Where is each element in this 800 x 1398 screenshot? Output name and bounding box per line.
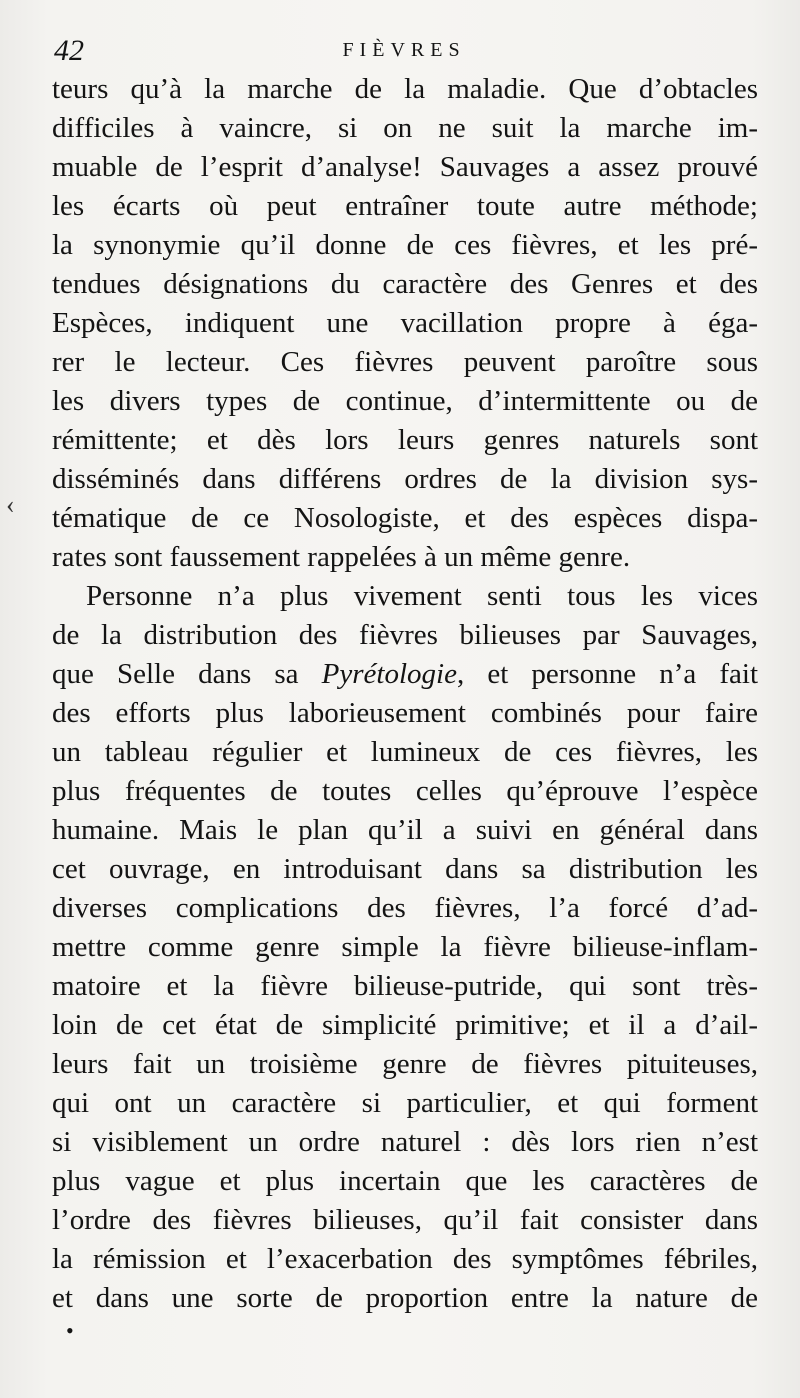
- text-line: rémittente; et dès lors leurs genres naturels sont: [52, 424, 758, 456]
- text-line-with-italic: [52, 655, 758, 694]
- text-line: difficiles à vaincre, si on ne suit la marche im-: [52, 112, 758, 144]
- margin-mark: ‹: [6, 490, 15, 519]
- text-line: un tableau régulier et lumineux de ces fièvres, les: [52, 736, 758, 768]
- page-number: 42: [54, 34, 84, 67]
- text-line: qui ont un caractère si particulier, et qui forment: [52, 1087, 758, 1119]
- text-line: mettre comme genre simple la fièvre bilieuse-inflam-: [52, 931, 758, 963]
- paragraph-end-line: rates sont faussement rappelées à un même genre.: [52, 541, 631, 573]
- text-line: cet ouvrage, en introduisant dans sa distribution les: [52, 853, 758, 885]
- text-line: muable de l’esprit d’analyse! Sauvages a assez prouvé: [52, 151, 758, 183]
- paragraph-start-line: Personne n’a plus vivement senti tous les vices: [86, 580, 758, 612]
- body-text: [52, 70, 758, 1318]
- text-fragment: , et personne n’a fait: [456, 658, 758, 690]
- text-line: si visiblement un ordre naturel : dès lors rien n’est: [52, 1126, 758, 1158]
- running-title: FIÈVRES: [342, 39, 466, 61]
- text-line: leurs fait un troisième genre de fièvres pituiteuses,: [52, 1048, 758, 1080]
- text-line: les divers types de continue, d’intermittente ou de: [52, 385, 758, 417]
- text-line: la synonymie qu’il donne de ces fièvres, et les pré-: [52, 229, 758, 261]
- text-line: et dans une sorte de proportion entre la nature de: [52, 1282, 758, 1314]
- text-line: teurs qu’à la marche de la maladie. Que d’obtacles: [52, 73, 758, 105]
- ink-speck: •: [66, 1318, 74, 1343]
- page-header: [48, 30, 760, 72]
- text-line: les écarts où peut entraîner toute autre méthode;: [52, 190, 758, 222]
- text-line: plus vague et plus incertain que les caractères de: [52, 1165, 758, 1197]
- text-line: la rémission et l’exacerbation des symptômes fébriles,: [52, 1243, 758, 1275]
- text-line: de la distribution des fièvres bilieuses par Sauvages,: [52, 619, 758, 651]
- text-line: loin de cet état de simplicité primitive; et il a d’ail-: [52, 1009, 758, 1041]
- text-line: tendues désignations du caractère des Genres et des: [52, 268, 758, 300]
- text-line: des efforts plus laborieusement combinés pour faire: [52, 697, 758, 729]
- text-line: tématique de ce Nosologiste, et des espèces dispa-: [52, 502, 758, 534]
- text-line: matoire et la fièvre bilieuse-putride, qui sont très-: [52, 970, 758, 1002]
- text-line: diverses complications des fièvres, l’a forcé d’ad-: [52, 892, 758, 924]
- text-line: l’ordre des fièvres bilieuses, qu’il fait consister dans: [52, 1204, 758, 1236]
- italic-book-title: Pyrétologie: [321, 658, 457, 690]
- text-line: humaine. Mais le plan qu’il a suivi en général dans: [52, 814, 758, 846]
- text-fragment: que Selle dans sa: [52, 658, 322, 690]
- text-line: Espèces, indiquent une vacillation propre à éga-: [52, 307, 758, 339]
- text-line: rer le lecteur. Ces fièvres peuvent paroître sous: [52, 346, 758, 378]
- text-line: disséminés dans différens ordres de la division sys-: [52, 463, 758, 495]
- text-line: plus fréquentes de toutes celles qu’éprouve l’espèce: [52, 775, 758, 807]
